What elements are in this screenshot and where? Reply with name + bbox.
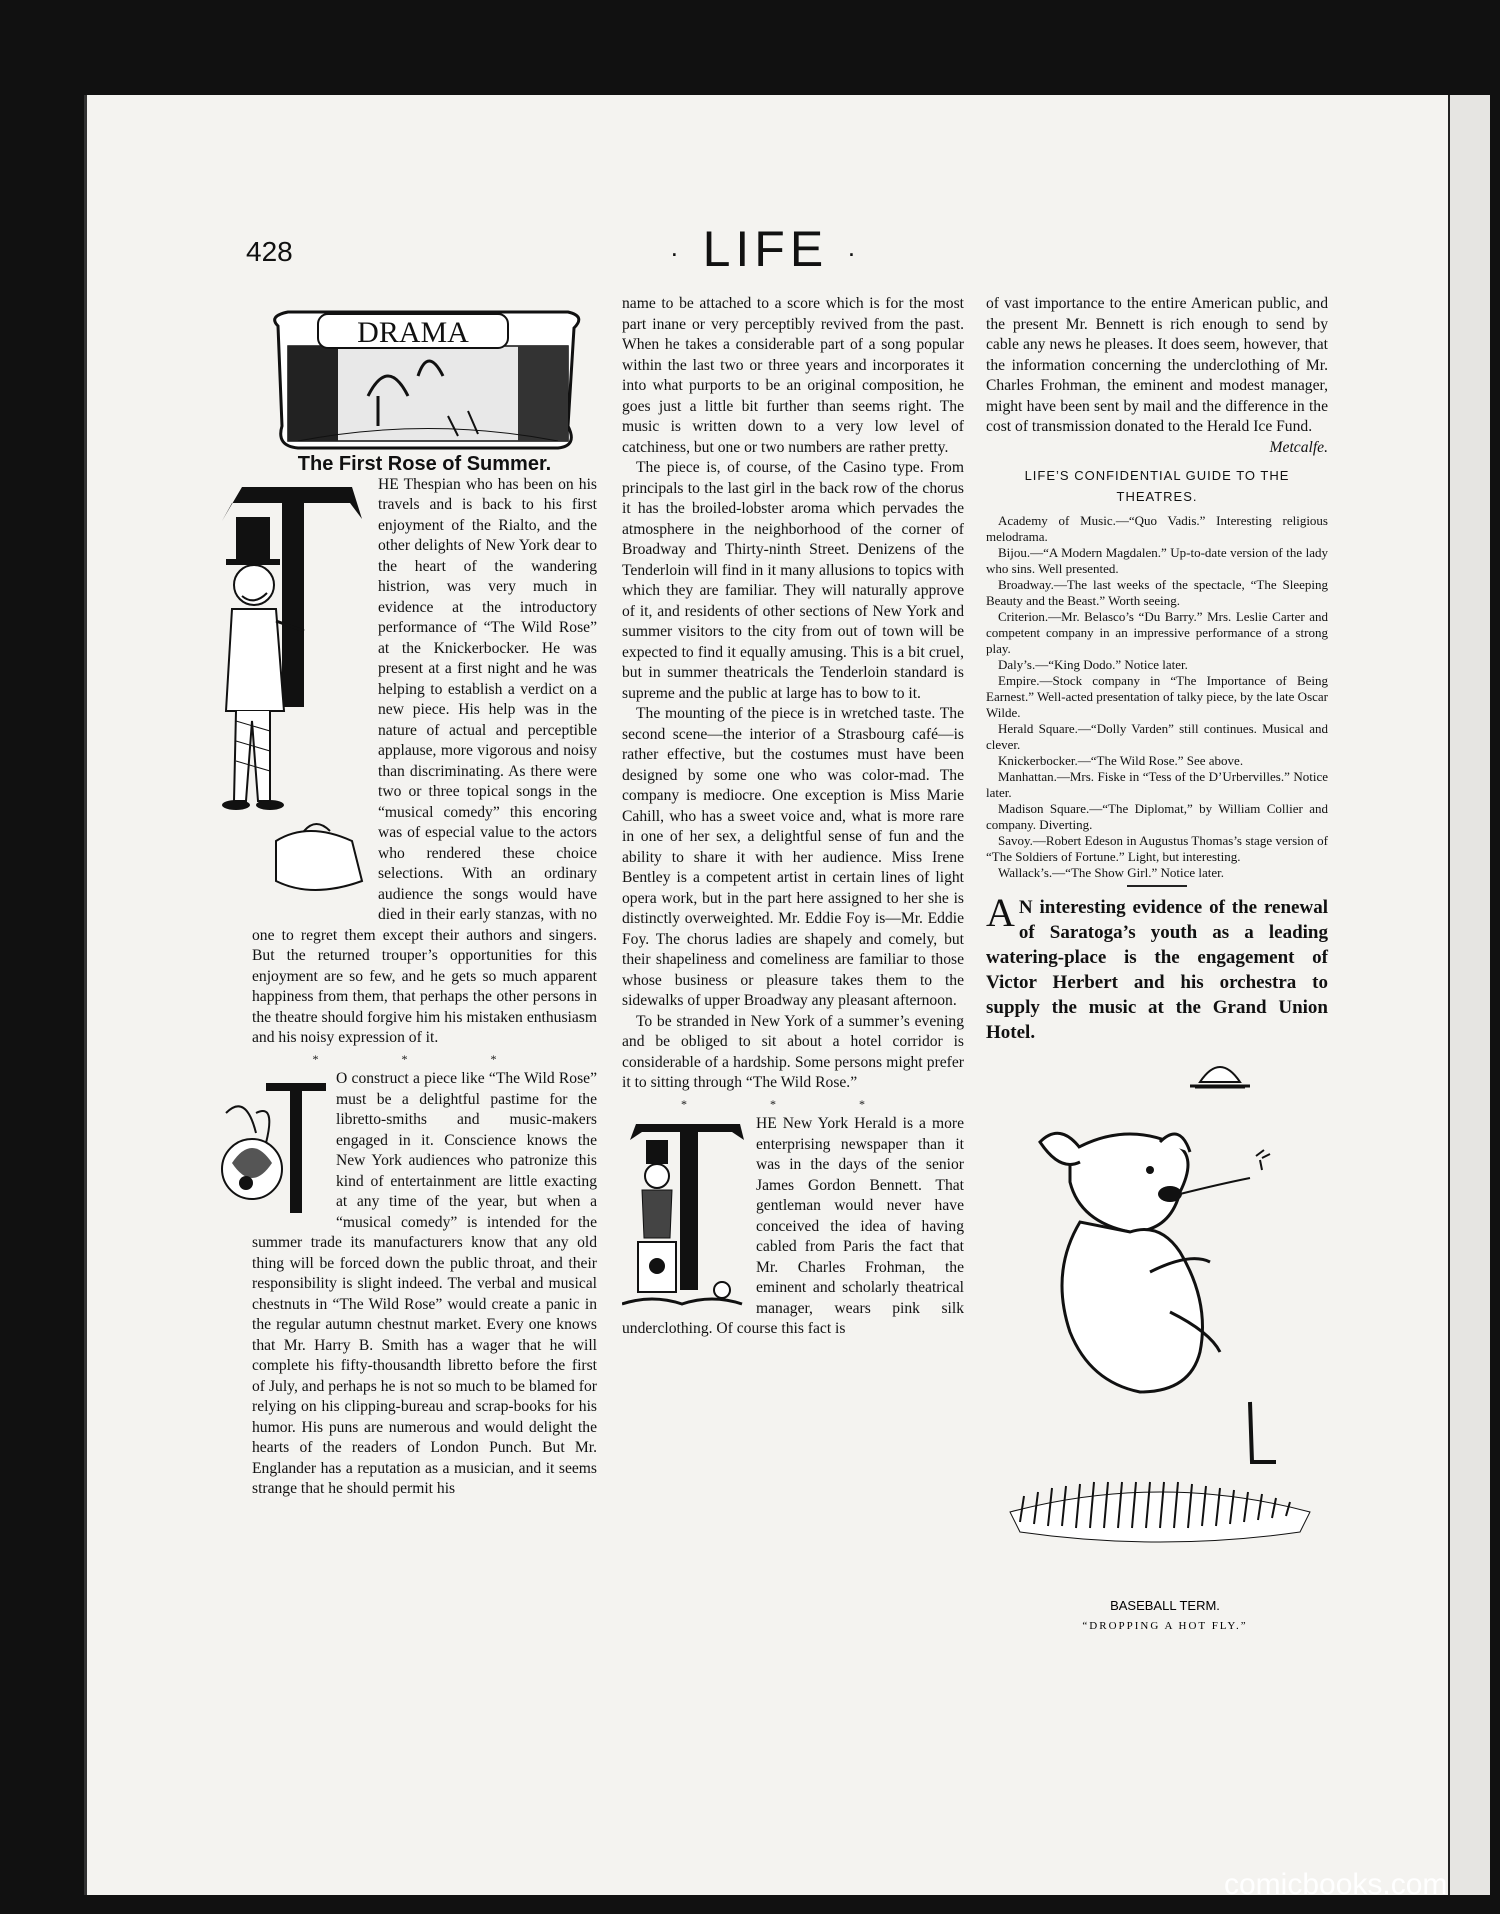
col2-paragraph-4: To be stranded in New York of a summer’s evening and be obliged to sit about a hotel corridor is considerable of a hardship. Some persons might prefer it to sitting through “The Wild Rose.” — [622, 1012, 964, 1091]
section-divider-1: * * * — [312, 1051, 537, 1066]
guide-entry: Criterion.—Mr. Belasco’s “Du Barry.” Mrs. Leslie Carter and competent company in an impressive performance of a strong play. — [986, 609, 1328, 656]
guide-entry: Broadway.—The last weeks of the spectacle, “The Sleeping Beauty and the Beast.” Worth seeing. — [986, 577, 1328, 608]
baseball-dog-cartoon — [1000, 1052, 1330, 1572]
masthead — [670, 220, 861, 278]
dropcap-t-illustration — [212, 481, 370, 921]
article-signature: Metcalfe. — [1269, 438, 1328, 456]
column-3 — [986, 294, 1328, 1045]
drama-banner-illustration — [268, 306, 586, 456]
site-watermark: comicbooks.com — [1224, 1868, 1448, 1901]
dropcap-t-floral-illustration — [216, 1073, 328, 1223]
guide-entry: Madison Square.—“The Diplomat,” by William Collier and company. Diverting. — [986, 801, 1328, 832]
drama-paragraph-1: HE Thespian who has been on his travels and is back to his first enjoyment of the Rialto, and the other delights of New York dear to the heart of the wandering histrion, was very much in evidence at the introductory performance of “The Wild Rose” at the Knickerbocker. He was present at a first night and he was helping to establish a verdict on a new piece. His help was in the nature of actual and perceptible applause, more vigorous and noisy than discriminating. As there were two or three topical songs in the “musical comedy” this encoring was of especial value to the actors who rendered these choice selections. With an ordinary audience the songs would have died in their early stanzas, with no one to regret them except their authors and singers. But the returned trouper’s opportunities for this enjoyment are so few, and he gets so much apparent happiness from them, that perhaps the other persons in the theatre should forgive him his mistaken enthusiasm and his noisy expression of it. — [252, 475, 597, 1046]
column-2 — [622, 294, 964, 1340]
drama-paragraph-2: O construct a piece like “The Wild Rose” must be a delightful pastime for the libretto-smiths and music-makers engaged in it. Conscience knows the New York audiences who patronize this kind of entertainment are little exacting at any time of the year, but when a “musical comedy” is intended for the summer trade its manufacturers know that any old thing will be forced down the public throat, and their responsibility is slight indeed. The verbal and musical chestnuts in “The Wild Rose” would create a panic in the regular autumn chestnut market. Every one knows that Mr. Harry B. Smith has a wager that he will complete his fifty-thousandth libretto before the first of July, and perhaps he is not so much to be blamed for relying on his clipping-bureau and scrap-books for his humor. His puns are numerous and would delight the hearts of the readers of London Punch. But Mr. Englander has a reputation as a musician, and it seems strange that he should permit his — [252, 1070, 597, 1497]
col2-paragraph-1: name to be attached to a score which is for the most part inane or very perceptibly revived from the past. When he takes a considerable part of a song popular within the last two or three years and incorporates it into what purports to be an original composition, he goes just a little bit further than seems right. The music is written down to a very low level of catchiness, but one or two numbers are rather pretty. — [622, 295, 964, 456]
guide-entry: Daly’s.—“King Dodo.” Notice later. — [998, 657, 1188, 672]
col2-paragraph-5: HE New York Herald is a more enterprising newspaper than it was in the days of the senior James Gordon Bennett. That gentleman would never have conceived the idea of having cabled from Paris the fact that Mr. Charles Frohman, the eminent and scholarly theatrical manager, wears pink silk underclothing. Of course this fact is — [622, 1115, 964, 1337]
masthead-title: LIFE — [702, 221, 829, 277]
column-1 — [252, 454, 597, 1500]
saratoga-dropcap: A — [986, 890, 1015, 935]
guide-entry: Empire.—Stock company in “The Importance of Being Earnest.” Well-acted presentation of talky piece, by the late Oscar Wilde. — [986, 673, 1328, 720]
guide-entry: Manhattan.—Mrs. Fiske in “Tess of the D’Urbervilles.” Notice later. — [986, 769, 1328, 800]
guide-entry: Bijou.—“A Modern Magdalen.” Up-to-date version of the lady who sins. Well presented. — [986, 545, 1328, 576]
page-number: 428 — [246, 236, 293, 267]
guide-entry: Wallack’s.—“The Show Girl.” Notice later. — [998, 865, 1225, 880]
masthead-dot-left: · — [670, 237, 684, 268]
drama-banner-label: DRAMA — [357, 316, 469, 349]
col3-paragraph-1: of vast importance to the entire American public, and the present Mr. Bennett is rich enough to send by cable any news he pleases. It does seem, however, that the information concerning the underclothing of Mr. Charles Frohman, the eminent and modest manager, might have been sent by mail and the difference in the cost of transmission donated to the Herald Ice Fund. — [986, 295, 1328, 435]
col2-paragraph-2: The piece is, of course, of the Casino type. From principals to the last girl in the back row of the chorus it has the broiled-lobster aroma which pervades the atmosphere in the neighborhood of the corner of Broadway and Thirty-ninth Street. Denizens of the Tenderloin will find in it many allusions to topics with which they are familiar. They will naturally approve of it, and residents of other sections of New York and summer visitors to the city from out of town will be expected to find it equally amusing. This is a bit cruel, but in summer theatricals the Tenderloin standard is supreme and the public at large has to bow to it. — [622, 459, 964, 702]
saratoga-text: N interesting evidence of the renewal of Saratoga’s youth as a leading watering-place is the engagement of Victor Herbert and his orchestra to supply the music at the Grand Union Hotel. — [986, 897, 1328, 1043]
guide-heading: LIFE’S CONFIDENTIAL GUIDE TO THE THEATRES. — [1024, 468, 1290, 504]
theatre-guide — [986, 513, 1328, 881]
article-headline: The First Rose of Summer. — [297, 453, 552, 475]
dropcap-t-figure-illustration — [622, 1118, 748, 1310]
next-page-edge — [1448, 95, 1490, 1895]
guide-entry: Knickerbocker.—“The Wild Rose.” See above. — [998, 753, 1244, 768]
saratoga-item — [986, 890, 1328, 1045]
guide-entry: Savoy.—Robert Edeson in Augustus Thomas’s stage version of “The Soldiers of Fortune.” Light, but interesting. — [986, 833, 1328, 864]
masthead-dot-right: · — [847, 237, 861, 268]
section-divider-2: * * * — [681, 1096, 905, 1111]
guide-entry: Academy of Music.—“Quo Vadis.” Interesting religious melodrama. — [986, 513, 1328, 544]
guide-entry: Herald Square.—“Dolly Varden” still continues. Musical and clever. — [986, 721, 1328, 752]
guide-rule — [1127, 885, 1187, 887]
cartoon-caption: BASEBALL TERM. — [1110, 1598, 1220, 1613]
col2-paragraph-3: The mounting of the piece is in wretched taste. The second scene—the interior of a Strasbourg café—is rather effective, but the costumes must have been designed by some one who was color-mad. The company is mediocre. One exception is Miss Marie Cahill, who has a sweet voice and, what is more rare in one of her sex, a delightful sense of fun and the ability to share it with her audience. Miss Irene Bentley is a competent artist in certain lines of light opera work, but in the part here assigned to her she is distinctly overweighted. Mr. Eddie Foy is—Mr. Eddie Foy. The chorus ladies are shapely and comely, but their shapeliness and comeliness are familiar to those whose business or pleasure takes them to the sidewalks of upper Broadway any pleasant afternoon. — [622, 705, 964, 1009]
cartoon-subcaption: “DROPPING A HOT FLY.” — [1082, 1620, 1248, 1632]
